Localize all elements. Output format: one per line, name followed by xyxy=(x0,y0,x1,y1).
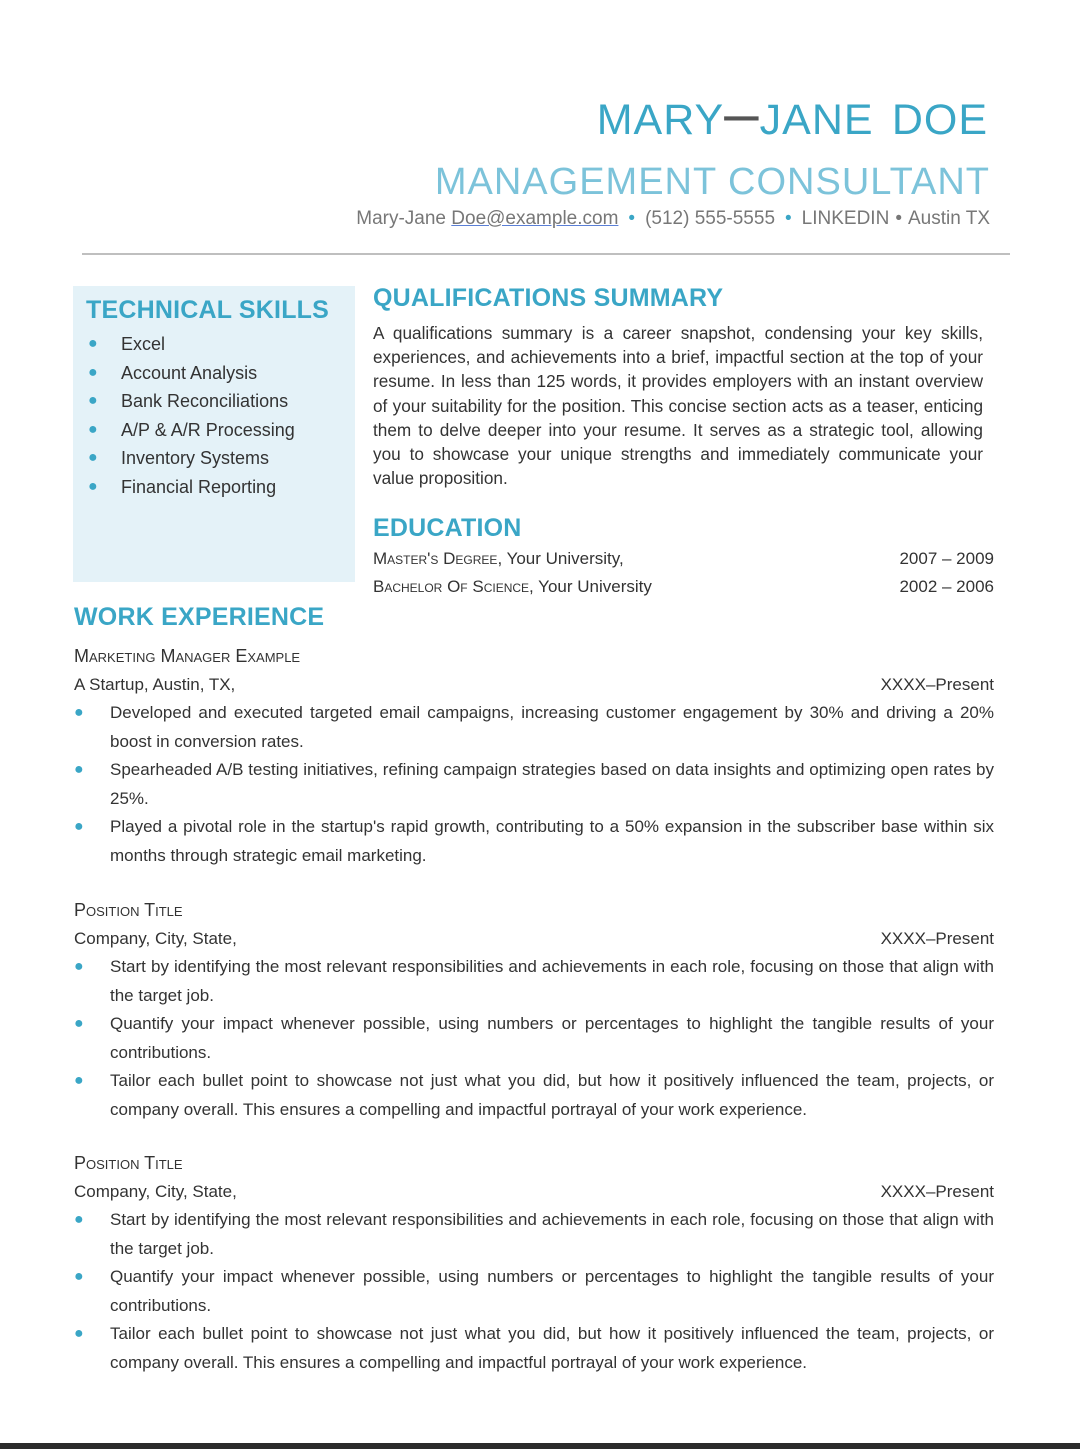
job-position-title: Position Title xyxy=(74,900,183,920)
education-degree: Master's Degree xyxy=(373,549,498,568)
education-school: , Your University, xyxy=(497,549,624,568)
job-entry xyxy=(74,642,994,870)
work-experience-heading: WORK EXPERIENCE xyxy=(74,603,325,631)
contact-phone: (512) 555-5555 xyxy=(645,208,776,229)
job-bullet-text: Start by identifying the most relevant responsibilities and achievements in each role, focusing on those that align with the target job. xyxy=(110,1210,994,1258)
contact-separator: • xyxy=(628,208,636,229)
skill-item xyxy=(86,330,295,359)
job-bullet-text: Start by identifying the most relevant responsibilities and achievements in each role, focusing on those that align with the target job. xyxy=(110,957,994,1005)
skill-item xyxy=(86,359,295,388)
skill-label: A/P & A/R Processing xyxy=(121,419,295,440)
job-bullet-text: Quantify your impact whenever possible, using numbers or percentages to highlight the tangible results of your contributions. xyxy=(110,1014,994,1062)
bullet-icon: ● xyxy=(88,335,98,352)
bullet-icon: ● xyxy=(88,477,98,495)
contact-separator: • xyxy=(895,208,902,229)
bullet-icon: ● xyxy=(74,1015,84,1032)
qualifications-text: A qualifications summary is a career snapshot, condensing your key skills, experiences, and achievements into a brief, impactful section at the top of your resume. In less than 125 words, it provides employers with an instant overview of your suitability for the position. This concise section acts as a teaser, enticing them to delve deeper into your resume. It serves as a strategic tool, allowing you to showcase your unique strengths and immediately communicate your value proposition. xyxy=(373,323,983,489)
name-last: doe xyxy=(891,79,988,148)
skill-label: Inventory Systems xyxy=(121,448,270,469)
bullet-icon: ● xyxy=(88,392,98,410)
job-bullet-text: Developed and executed targeted email campaigns, increasing customer engagement by 30% and driving a 20% boost in conversion rates. xyxy=(110,703,994,751)
contact-separator: • xyxy=(785,208,792,229)
job-bullet xyxy=(74,953,994,1010)
education-entry xyxy=(373,545,994,573)
bullet-icon: ● xyxy=(88,449,98,467)
job-bullets xyxy=(74,699,994,870)
education-years: 2002 – 2006 xyxy=(899,577,994,596)
name-first: mary xyxy=(596,79,725,148)
job-bullet xyxy=(74,699,994,756)
contact-line xyxy=(356,208,990,230)
job-bullet-text: Quantify your impact whenever possible, using numbers or percentages to highlight the tangible results of your contributions. xyxy=(110,1267,994,1315)
education-entry xyxy=(373,573,994,601)
skill-label: Financial Reporting xyxy=(121,476,277,497)
skill-label: Excel xyxy=(121,334,166,354)
bullet-icon: ● xyxy=(74,1211,84,1228)
skill-label: Account Analysis xyxy=(121,362,258,383)
job-company: A Startup, Austin, TX, xyxy=(74,675,236,694)
contact-linkedin: LINKEDIN xyxy=(801,208,890,229)
qualifications-heading: QUALIFICATIONS SUMMARY xyxy=(373,284,724,312)
name-dash: – xyxy=(724,79,760,148)
job-bullets xyxy=(74,1206,994,1377)
page-bottom-border xyxy=(0,1443,1080,1449)
job-dates: XXXX–Present xyxy=(880,1182,994,1201)
job-bullet-text: Spearheaded A/B testing initiatives, refining campaign strategies based on data insights and optimizing open rates by 25%. xyxy=(110,760,994,808)
bullet-icon: ● xyxy=(74,958,84,975)
contact-email-link[interactable]: Doe@example.com xyxy=(451,208,619,229)
bullet-icon: ● xyxy=(74,1072,84,1089)
education-years: 2007 – 2009 xyxy=(899,549,994,568)
candidate-name xyxy=(597,78,988,150)
job-company: Company, City, State, xyxy=(74,1182,237,1201)
job-title-heading: MANAGEMENT CONSULTANT xyxy=(434,161,990,203)
skill-item xyxy=(86,444,295,473)
job-bullet xyxy=(74,756,994,813)
skill-label: Bank Reconciliations xyxy=(121,391,289,412)
job-dates: XXXX–Present xyxy=(880,675,994,694)
job-company: Company, City, State, xyxy=(74,929,237,948)
header-divider xyxy=(82,253,1010,255)
contact-location: Austin TX xyxy=(907,208,990,229)
skills-heading: TECHNICAL SKILLS xyxy=(86,296,330,324)
bullet-icon: ● xyxy=(88,363,98,381)
education-section xyxy=(373,514,994,601)
qualifications-section xyxy=(373,284,983,490)
work-experience-section xyxy=(74,603,994,632)
job-dates: XXXX–Present xyxy=(880,929,994,948)
education-degree: Bachelor Of Science xyxy=(373,577,530,596)
job-bullets xyxy=(74,953,994,1124)
job-bullet xyxy=(74,1206,994,1263)
job-bullet-text: Tailor each bullet point to showcase not just what you did, but how it positively influenced the team, projects, or company overall. This ensures a compelling and impactful portrayal of your work experience. xyxy=(110,1324,994,1372)
bullet-icon: ● xyxy=(88,420,98,438)
job-bullet xyxy=(74,1320,994,1377)
bullet-icon: ● xyxy=(74,818,84,835)
job-bullet xyxy=(74,813,994,870)
job-bullet xyxy=(74,1067,994,1124)
skills-sidebar xyxy=(73,286,355,582)
bullet-icon: ● xyxy=(74,704,84,721)
skill-item xyxy=(86,416,295,445)
contact-email-prefix: Mary-Jane xyxy=(356,208,452,229)
job-position-title: Position Title xyxy=(74,1153,183,1173)
bullet-icon: ● xyxy=(74,1268,84,1285)
job-position-title: Marketing Manager Example xyxy=(74,646,301,666)
skill-item xyxy=(86,473,295,502)
skill-item xyxy=(86,387,295,416)
bullet-icon: ● xyxy=(74,1325,84,1342)
job-entry xyxy=(74,896,994,1124)
job-entry xyxy=(74,1149,994,1377)
job-bullet-text: Played a pivotal role in the startup's rapid growth, contributing to a 50% expansion in the subscriber base within six months through strategic email marketing. xyxy=(110,817,994,865)
name-middle: jane xyxy=(759,79,874,148)
job-bullet xyxy=(74,1010,994,1067)
education-school: , Your University xyxy=(529,577,652,596)
education-heading: EDUCATION xyxy=(373,514,522,542)
job-bullet xyxy=(74,1263,994,1320)
job-bullet-text: Tailor each bullet point to showcase not just what you did, but how it positively influenced the team, projects, or company overall. This ensures a compelling and impactful portrayal of your work experience. xyxy=(110,1071,994,1119)
bullet-icon: ● xyxy=(74,761,84,778)
skills-list xyxy=(86,330,295,502)
